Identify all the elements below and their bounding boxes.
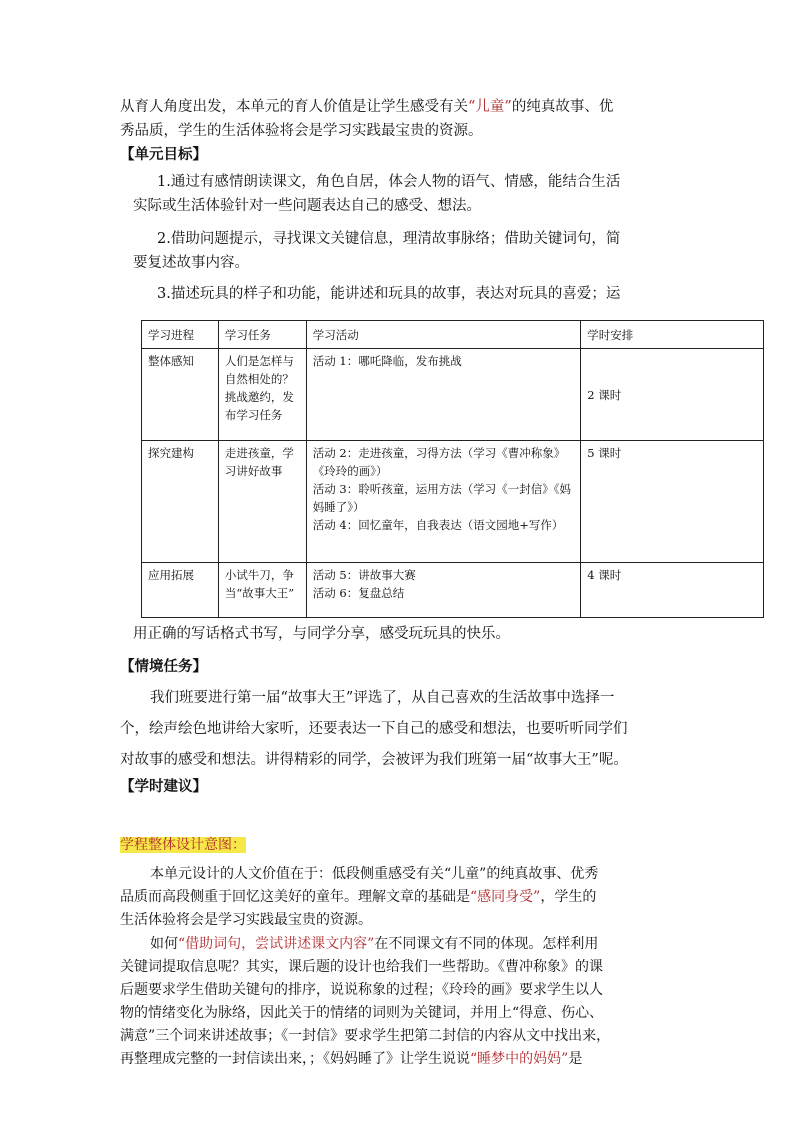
situation-line-1: 我们班要进行第一届“故事大王”评选了，从自己喜欢的生活故事中选择一 bbox=[150, 690, 615, 706]
design-label-text: 学程整体设计意图： bbox=[120, 837, 246, 853]
stage-cell: 探究建构 bbox=[142, 441, 219, 563]
situation-line-3: 对故事的感受和想法。讲得精彩的同学，会被评为我们班第一届“故事大王”呢。 bbox=[120, 752, 628, 768]
design-p1-line-3: 生活体验将会是学习实践最宝贵的资源。 bbox=[120, 912, 372, 928]
goal-2-line-1: 2.借助问题提示，寻找课文关键信息，理清故事脉络；借助关键词句，简 bbox=[157, 231, 621, 247]
task-cell: 小试牛刀，争当“故事大王” bbox=[218, 563, 306, 618]
design-p1-line-2 bbox=[120, 887, 596, 907]
intro-text: 从育人角度出发，本单元的育人价值是让学生感受有关 bbox=[120, 99, 468, 115]
situation-line-2: 个，绘声绘色地讲给大家听，还要表达一下自己的感受和想法，也要听听同学们 bbox=[120, 721, 628, 737]
hours-value: 2 课时 bbox=[587, 387, 622, 402]
activity-item: 活动 5：讲故事大赛 bbox=[312, 568, 416, 582]
design-quote: “儿童” bbox=[444, 866, 487, 882]
activity-item: 活动 6：复盘总结 bbox=[312, 586, 405, 600]
design-text: 如何 bbox=[150, 936, 178, 952]
design-p2-line-4: 物的情绪变化为脉络，因此关于的情绪的词则为关键词，并用上“得意、伤心、 bbox=[120, 1005, 604, 1021]
hours-cell: 4 课时 bbox=[581, 563, 764, 618]
header-task: 学习任务 bbox=[218, 321, 306, 349]
design-label bbox=[120, 835, 246, 855]
design-p2-line-2: 关键词提取信息呢？其实，课后题的设计也给我们一些帮助。《曹冲称象》的课 bbox=[120, 959, 603, 975]
table-row bbox=[142, 563, 764, 618]
intro-quote: “儿童” bbox=[468, 99, 512, 115]
design-text: ，学生的 bbox=[540, 889, 597, 905]
table-row bbox=[142, 441, 764, 563]
learning-plan-table bbox=[141, 320, 764, 618]
design-p1-line-1 bbox=[150, 864, 598, 884]
design-p2-line-3: 后题要求学生借助关键句的排序，说说称象的过程；《玲玲的画》要求学生以人 bbox=[120, 982, 603, 998]
intro-text: 的纯真故事、优 bbox=[511, 99, 614, 115]
activity-item: 活动 1：哪吒降临，发布挑战 bbox=[312, 354, 462, 368]
table-header-row bbox=[142, 321, 764, 349]
design-text: 在不同课文有不同的体现。怎样利用 bbox=[374, 936, 599, 952]
task-cell: 走进孩童，学习讲好故事 bbox=[218, 441, 306, 563]
design-text: 的纯真故事、优秀 bbox=[486, 866, 599, 882]
design-p2-line-6 bbox=[120, 1049, 582, 1069]
goal-1-line-1: 1.通过有感情朗读课文，角色自居，体会人物的语气、情感，能结合生活 bbox=[157, 174, 621, 190]
activity-item: 活动 3：聆听孩童，运用方法（学习《一封信》《妈妈睡了》） bbox=[312, 482, 572, 514]
activity-cell bbox=[306, 563, 581, 618]
intro-line-1 bbox=[120, 97, 613, 117]
situation-heading: 【情境任务】 bbox=[120, 658, 207, 675]
task-cell: 人们是怎样与自然相处的？挑战邀约，发布学习任务 bbox=[218, 349, 306, 441]
design-p2-line-5: 满意”三个词来讲述故事；《一封信》要求学生把第二封信的内容从文中找出来， bbox=[120, 1028, 611, 1044]
stage-cell: 应用拓展 bbox=[142, 563, 219, 618]
design-quote: “借助词句，尝试讲述课文内容” bbox=[178, 936, 375, 952]
activity-item: 活动 2：走进孩童，习得方法（学习《曹冲称象》《玲玲的画》） bbox=[312, 446, 566, 478]
design-text: 是 bbox=[568, 1051, 583, 1067]
design-quote: “感同身受” bbox=[470, 889, 541, 905]
design-quote: “睡梦中的妈妈” bbox=[470, 1051, 569, 1067]
activity-cell bbox=[306, 441, 581, 563]
design-text: 本单元设计的人文价值在于：低段侧重感受有关 bbox=[150, 866, 444, 882]
activity-cell bbox=[306, 349, 581, 441]
design-text: 品质而高段侧重于回忆这美好的童年。理解文章的基础是 bbox=[120, 889, 470, 905]
hours-advice-heading: 【学时建议】 bbox=[120, 778, 207, 795]
goal-3-line-2: 用正确的写话格式书写，与同学分享，感受玩玩具的快乐。 bbox=[133, 626, 510, 642]
header-hours: 学时安排 bbox=[581, 321, 764, 349]
design-text: 再整理成完整的一封信读出来，；《妈妈睡了》让学生说说 bbox=[120, 1051, 470, 1067]
header-activity: 学习活动 bbox=[306, 321, 581, 349]
table-row bbox=[142, 349, 764, 441]
hours-cell bbox=[581, 349, 764, 441]
intro-line-2: 秀品质，学生的生活体验将会是学习实践最宝贵的资源。 bbox=[120, 123, 483, 139]
goal-3-line-1: 3.描述玩具的样子和功能，能讲述和玩具的故事，表达对玩具的喜爱；运 bbox=[157, 286, 621, 302]
stage-cell: 整体感知 bbox=[142, 349, 219, 441]
header-stage: 学习进程 bbox=[142, 321, 219, 349]
goal-1-line-2: 实际或生活体验针对一些问题表达自己的感受、想法。 bbox=[133, 198, 481, 214]
unit-goals-heading: 【单元目标】 bbox=[120, 146, 207, 163]
design-p2-line-1 bbox=[150, 934, 598, 954]
activity-item: 活动 4：回忆童年，自我表达（语文园地+写作） bbox=[312, 518, 564, 532]
goal-2-line-2: 要复述故事内容。 bbox=[133, 255, 249, 271]
hours-cell: 5 课时 bbox=[581, 441, 764, 563]
